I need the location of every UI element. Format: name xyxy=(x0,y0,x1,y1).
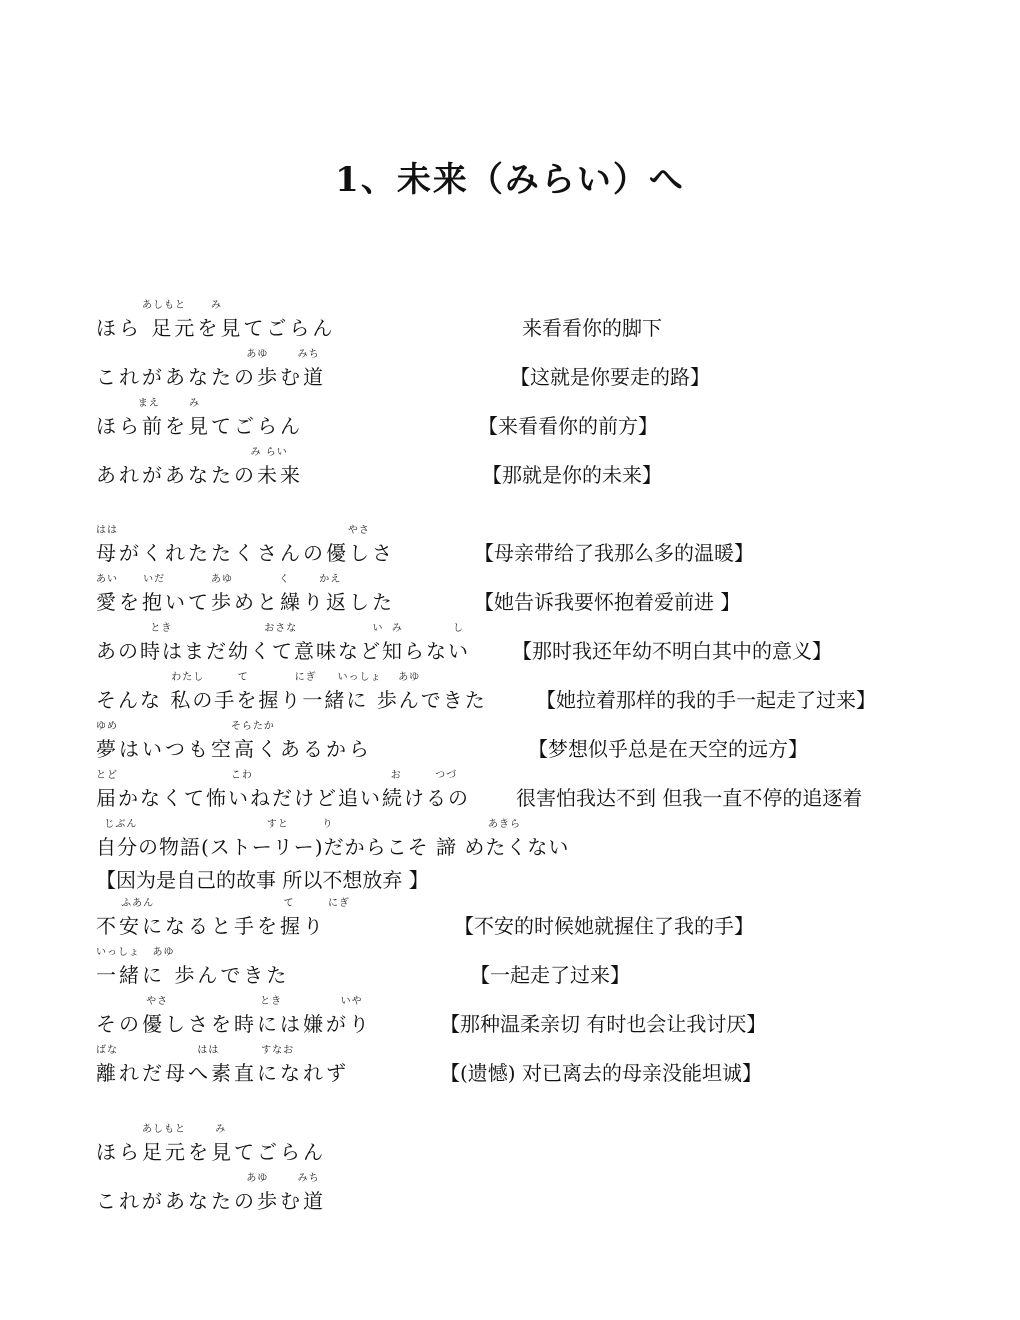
lyric-line xyxy=(0,1120,1020,1168)
furigana: はは やさ xyxy=(96,525,370,536)
chinese-translation: 【来看看你的前方】 xyxy=(478,414,658,438)
lyric-line xyxy=(0,570,1020,618)
lyric-line xyxy=(0,394,1020,442)
lyric-line xyxy=(0,894,1020,942)
chinese-translation: 很害怕我达不到 但我一直不停的追逐着 xyxy=(516,786,863,810)
furigana: じぶん すと り あきら xyxy=(96,819,521,830)
japanese-lyric: 不安になると手を握り xyxy=(96,914,326,938)
japanese-lyric: 愛を抱いて歩めと繰り返した xyxy=(96,590,395,614)
japanese-lyric: あれがあなたの未来 xyxy=(96,463,303,487)
furigana: とど こわ お つづ xyxy=(96,770,458,781)
chinese-translation: 【那时我还年幼不明白其中的意义】 xyxy=(512,639,832,663)
japanese-lyric: これがあなたの歩む道 xyxy=(96,1189,326,1213)
chinese-translation: 【梦想似乎总是在天空的远方】 xyxy=(528,737,808,761)
chinese-translation: 【因为是自己的故事 所以不想放弃 】 xyxy=(96,868,429,892)
japanese-lyric: あの時はまだ幼くて意味など知らない xyxy=(96,639,470,663)
furigana: あしもと み xyxy=(96,1124,227,1135)
chinese-translation: 【她告诉我要怀抱着爱前进 】 xyxy=(474,590,741,614)
furigana: まえ み xyxy=(96,398,201,409)
japanese-lyric: その優しさを時には嫌がり xyxy=(96,1012,372,1036)
japanese-lyric: そんな 私の手を握り一緒に 歩んできた xyxy=(96,688,487,712)
lyric-line xyxy=(0,296,1020,344)
japanese-lyric: 母がくれたたくさんの優しさ xyxy=(96,541,395,565)
furigana: あゆ みち xyxy=(96,1173,320,1184)
japanese-lyric: 一緒に 歩んできた xyxy=(96,963,290,987)
furigana: あしもと み xyxy=(96,300,223,311)
lyric-line xyxy=(0,668,1020,716)
furigana: やさ とき いや xyxy=(96,996,363,1007)
furigana: ふあん て にぎ xyxy=(96,898,351,909)
japanese-lyric: これがあなたの歩む道 xyxy=(96,365,326,389)
furigana: ばな はは すなお xyxy=(96,1045,295,1056)
lyric-line xyxy=(0,443,1020,491)
lyric-line xyxy=(0,815,1020,863)
chinese-translation: 【那种温柔亲切 有时也会让我讨厌】 xyxy=(440,1012,767,1036)
furigana: み らい xyxy=(96,447,288,458)
japanese-lyric: 自分の物語(ストーリー)だからこそ 諦 めたくない xyxy=(96,835,570,859)
furigana: あい いだ あゆ く かえ xyxy=(96,574,342,585)
chinese-translation: 【那就是你的未来】 xyxy=(482,463,662,487)
chinese-translation: 【母亲带给了我那么多的温暖】 xyxy=(474,541,754,565)
chinese-translation: 来看看你的脚下 xyxy=(522,316,662,340)
lyric-line xyxy=(0,521,1020,569)
chinese-translation: 【她拉着那样的我的手一起走了过来】 xyxy=(536,688,876,712)
lyric-line xyxy=(0,766,1020,814)
japanese-lyric: 離れだ母へ素直になれず xyxy=(96,1061,349,1085)
lyric-line xyxy=(0,717,1020,765)
japanese-lyric: 夢はいつも空高くあるから xyxy=(96,737,372,761)
chinese-translation: 【这就是你要走的路】 xyxy=(510,365,710,389)
lyric-line xyxy=(0,1041,1020,1089)
japanese-lyric: 届かなくて怖いねだけど追い続けるの xyxy=(96,786,470,810)
japanese-lyric: ほら 足元を見てごらん xyxy=(96,316,336,340)
lyric-line xyxy=(0,1169,1020,1217)
furigana: いっしょ あゆ xyxy=(96,947,175,958)
furigana: とき おさな い み し xyxy=(96,623,464,634)
page-title: 1、未来（みらい）へ xyxy=(335,160,685,200)
lyric-line xyxy=(0,619,1020,667)
chinese-translation: 【不安的时候她就握住了我的手】 xyxy=(454,914,754,938)
furigana: わたし て にぎ いっしょ あゆ xyxy=(96,672,421,683)
chinese-translation: 【一起走了过来】 xyxy=(470,963,630,987)
furigana: あゆ みち xyxy=(96,349,320,360)
furigana: ゆめ そらたか xyxy=(96,721,275,732)
chinese-translation: 【(遗憾) 对已离去的母亲没能坦诚】 xyxy=(440,1061,762,1085)
lyric-line xyxy=(0,345,1020,393)
japanese-lyric: ほら前を見てごらん xyxy=(96,414,303,438)
lyric-line xyxy=(0,992,1020,1040)
lyric-line xyxy=(0,943,1020,991)
japanese-lyric: ほら足元を見てごらん xyxy=(96,1140,326,1164)
